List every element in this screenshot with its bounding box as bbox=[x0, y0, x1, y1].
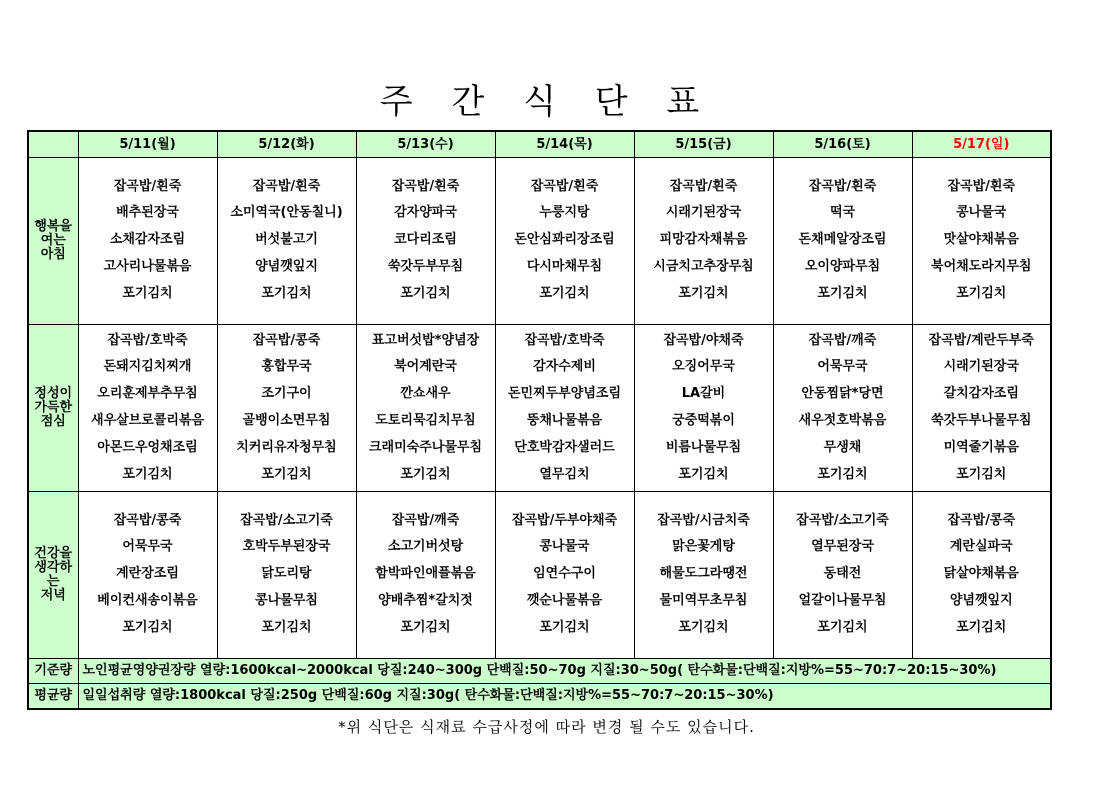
menu-item: 함박파인애플볶음 bbox=[375, 566, 476, 581]
menu-item: 돈안심꽈리장조림 bbox=[514, 232, 615, 247]
corner-cell bbox=[28, 131, 78, 158]
menu-item: 물미역무초무침 bbox=[659, 593, 748, 608]
menu-item: 포기김치 bbox=[678, 286, 729, 301]
menu-item: 포기김치 bbox=[261, 286, 312, 301]
meal-label: 건강을 생각하는 저녁 bbox=[28, 492, 78, 659]
menu-item: 무생채 bbox=[823, 439, 862, 455]
meal-label: 정성이 가득한 점심 bbox=[28, 325, 78, 492]
menu-item: 잡곡밥/흰죽 bbox=[113, 179, 182, 194]
menu-item: 쑥갓두부무침 bbox=[387, 259, 464, 274]
menu-cell bbox=[356, 492, 495, 659]
average-row bbox=[28, 684, 1051, 710]
menu-item: 포기김치 bbox=[817, 620, 868, 635]
day-header: 5/11(월) bbox=[78, 131, 217, 158]
menu-item: LA갈비 bbox=[681, 385, 726, 401]
menu-cell bbox=[634, 492, 773, 659]
menu-item: 안동찜닭*당면 bbox=[801, 385, 884, 401]
menu-item: 닭도리탕 bbox=[261, 566, 312, 581]
menu-item: 미역줄기볶음 bbox=[943, 439, 1019, 455]
standard-row bbox=[28, 659, 1051, 684]
menu-item: 해물도그라땡전 bbox=[659, 566, 748, 581]
menu-item: 잡곡밥/호박죽 bbox=[524, 332, 605, 348]
menu-item: 포기김치 bbox=[817, 466, 868, 482]
menu-item: 포기김치 bbox=[400, 286, 451, 301]
menu-item: 오리훈제부추무침 bbox=[97, 385, 198, 401]
menu-item: 치커리유자청무침 bbox=[236, 439, 337, 455]
menu-cell bbox=[634, 325, 773, 492]
menu-item: 닭살야채볶음 bbox=[943, 566, 1019, 581]
menu-item: 홍합무국 bbox=[261, 358, 312, 374]
average-label: 평균량 bbox=[28, 684, 78, 710]
menu-item: 오징어무국 bbox=[672, 358, 735, 374]
menu-item: 콩나물국 bbox=[539, 539, 590, 554]
menu-item: 떡국 bbox=[829, 205, 856, 220]
menu-cell bbox=[495, 325, 634, 492]
menu-item: 고사리나물볶음 bbox=[103, 259, 192, 274]
menu-item: 잡곡밥/소고기죽 bbox=[240, 513, 333, 528]
day-header: 5/13(수) bbox=[356, 131, 495, 158]
menu-item: 다시마채무침 bbox=[526, 259, 603, 274]
menu-cell bbox=[217, 158, 356, 325]
menu-item: 버섯불고기 bbox=[255, 232, 318, 247]
menu-item: 돈민찌두부양념조림 bbox=[507, 385, 622, 401]
menu-item: 소미역국(안동칠니) bbox=[230, 205, 343, 220]
menu-item: 포기김치 bbox=[122, 286, 173, 301]
menu-item: 피망감자채볶음 bbox=[659, 232, 748, 247]
day-header: 5/14(목) bbox=[495, 131, 634, 158]
menu-item: 열무된장국 bbox=[811, 539, 874, 554]
menu-item: 크래미숙주나물무침 bbox=[368, 439, 483, 455]
menu-cell bbox=[773, 158, 912, 325]
day-header: 5/15(금) bbox=[634, 131, 773, 158]
menu-item: 포기김치 bbox=[956, 620, 1007, 635]
meal-row bbox=[28, 325, 1051, 492]
menu-item: 포기김치 bbox=[956, 466, 1007, 482]
menu-item: 포기김치 bbox=[539, 286, 590, 301]
menu-item: 코다리조림 bbox=[394, 232, 457, 247]
menu-item: 포기김치 bbox=[122, 620, 173, 635]
menu-item: 포기김치 bbox=[122, 466, 173, 482]
menu-item: 잡곡밥/깨죽 bbox=[808, 332, 877, 348]
menu-item: 잡곡밥/흰죽 bbox=[252, 179, 321, 194]
day-header-sunday: 5/17(일) bbox=[912, 131, 1051, 158]
menu-item: 잡곡밥/콩죽 bbox=[947, 513, 1016, 528]
menu-item: 새우살브로콜리볶음 bbox=[90, 412, 205, 428]
menu-item: 포기김치 bbox=[817, 286, 868, 301]
menu-item: 포기김치 bbox=[400, 466, 451, 482]
notice-text: *위 식단은 식재료 수급사정에 따라 변경 될 수도 있습니다. bbox=[338, 718, 755, 736]
menu-cell bbox=[217, 325, 356, 492]
menu-cell bbox=[912, 325, 1051, 492]
menu-item: 잡곡밥/계란두부죽 bbox=[928, 332, 1034, 348]
menu-item: 깻순나물볶음 bbox=[526, 593, 603, 608]
menu-item: 감자수제비 bbox=[533, 358, 596, 374]
menu-item: 잡곡밥/소고기죽 bbox=[796, 513, 889, 528]
menu-item: 호박두부된장국 bbox=[242, 539, 331, 554]
menu-item: 쑥갓두부나물무침 bbox=[931, 412, 1032, 428]
meal-row bbox=[28, 158, 1051, 325]
standard-label: 기준량 bbox=[28, 659, 78, 684]
menu-item: 잡곡밥/콩죽 bbox=[252, 332, 321, 348]
menu-cell bbox=[356, 158, 495, 325]
standard-text: 노인평균영양권장량 열량:1600kcal~2000kcal 당질:240~300g 단백질:50~70g 지질:30~50g( 탄수화물:단백질:지방%=55~70:7~20:15~30%) bbox=[78, 659, 1051, 684]
menu-item: 잡곡밥/두부야채죽 bbox=[511, 513, 618, 528]
menu-item: 양배추찜*갈치젓 bbox=[378, 593, 473, 608]
menu-item: 잡곡밥/흰죽 bbox=[530, 179, 599, 194]
menu-item: 시래기된장국 bbox=[665, 205, 742, 220]
menu-cell bbox=[78, 325, 217, 492]
menu-item: 돈채메알장조림 bbox=[798, 232, 887, 247]
menu-item: 깐쇼새우 bbox=[400, 385, 451, 401]
menu-item: 포기김치 bbox=[261, 620, 312, 635]
menu-cell bbox=[495, 158, 634, 325]
menu-item: 골뱅이소면무침 bbox=[242, 412, 331, 428]
menu-item: 포기김치 bbox=[400, 620, 451, 635]
menu-item: 아몬드우엉채조림 bbox=[97, 439, 198, 455]
menu-item: 잡곡밥/호박죽 bbox=[107, 332, 188, 348]
menu-item: 양념깻잎지 bbox=[255, 259, 318, 274]
menu-cell bbox=[634, 158, 773, 325]
menu-cell bbox=[773, 325, 912, 492]
meal-label: 행복을 여는 아침 bbox=[28, 158, 78, 325]
menu-item: 새우젓호박볶음 bbox=[798, 412, 887, 428]
menu-item: 북어계란국 bbox=[394, 358, 457, 374]
menu-cell bbox=[495, 492, 634, 659]
day-header-row bbox=[28, 131, 1051, 158]
menu-cell bbox=[217, 492, 356, 659]
weekly-menu-table bbox=[27, 130, 1052, 710]
menu-item: 북어채도라지무침 bbox=[931, 259, 1032, 274]
menu-item: 포기김치 bbox=[539, 620, 590, 635]
menu-item: 돈돼지김치찌개 bbox=[103, 358, 192, 374]
day-header: 5/16(토) bbox=[773, 131, 912, 158]
menu-item: 잡곡밥/흰죽 bbox=[947, 179, 1016, 194]
menu-item: 도토리묵김치무침 bbox=[375, 412, 476, 428]
menu-item: 갈치감자조림 bbox=[943, 385, 1019, 401]
menu-item: 잡곡밥/콩죽 bbox=[113, 513, 182, 528]
menu-item: 단호박감자샐러드 bbox=[514, 439, 615, 455]
average-text: 일일섭취량 열량:1800kcal 당질:250g 단백질:60g 지질:30g( 탄수화물:단백질:지방%=55~70:7~20:15~30%) bbox=[78, 684, 1051, 710]
menu-item: 어묵무국 bbox=[817, 358, 868, 374]
menu-item: 감자양파국 bbox=[394, 205, 457, 220]
menu-cell bbox=[912, 492, 1051, 659]
menu-item: 잡곡밥/흰죽 bbox=[391, 179, 460, 194]
menu-cell bbox=[78, 492, 217, 659]
menu-item: 시금치고추장무침 bbox=[653, 259, 754, 274]
menu-item: 맑은꽃게탕 bbox=[672, 539, 735, 554]
menu-item: 잡곡밥/깨죽 bbox=[391, 513, 460, 528]
menu-item: 표고버섯밥*양념장 bbox=[371, 332, 480, 348]
menu-item: 임연수구이 bbox=[533, 566, 596, 581]
menu-item: 포기김치 bbox=[678, 466, 729, 482]
menu-item: 궁중떡볶이 bbox=[672, 412, 735, 428]
menu-item: 동태전 bbox=[823, 566, 862, 581]
meal-row bbox=[28, 492, 1051, 659]
menu-cell bbox=[356, 325, 495, 492]
menu-item: 콩나물국 bbox=[956, 205, 1007, 220]
menu-item: 베이컨새송이볶음 bbox=[97, 593, 198, 608]
menu-cell bbox=[912, 158, 1051, 325]
menu-item: 비름나물무침 bbox=[665, 439, 742, 455]
menu-item: 뚱채나물볶음 bbox=[526, 412, 603, 428]
menu-cell bbox=[78, 158, 217, 325]
menu-item: 잡곡밥/시금치죽 bbox=[657, 513, 750, 528]
menu-item: 잡곡밥/흰죽 bbox=[669, 179, 738, 194]
menu-item: 얼갈이나물무침 bbox=[798, 593, 887, 608]
menu-item: 소고기버섯탕 bbox=[387, 539, 464, 554]
menu-item: 어묵무국 bbox=[122, 539, 173, 554]
menu-item: 계란장조림 bbox=[116, 566, 179, 581]
menu-item: 오이양파무침 bbox=[804, 259, 881, 274]
menu-item: 배추된장국 bbox=[116, 205, 179, 220]
menu-item: 포기김치 bbox=[261, 466, 312, 482]
menu-cell bbox=[773, 492, 912, 659]
menu-item: 양념깻잎지 bbox=[949, 593, 1013, 608]
day-header: 5/12(화) bbox=[217, 131, 356, 158]
menu-item: 맛살야채볶음 bbox=[943, 232, 1019, 247]
menu-item: 조기구이 bbox=[261, 385, 312, 401]
menu-item: 잡곡밥/야채죽 bbox=[663, 332, 744, 348]
menu-item: 누룽지탕 bbox=[539, 205, 590, 220]
page-title: 주 간 식 단 표 bbox=[379, 82, 714, 122]
menu-item: 잡곡밥/흰죽 bbox=[808, 179, 877, 194]
menu-item: 시래기된장국 bbox=[943, 358, 1019, 374]
menu-item: 계란실파국 bbox=[949, 539, 1013, 554]
menu-item: 포기김치 bbox=[678, 620, 729, 635]
menu-item: 열무김치 bbox=[539, 466, 590, 482]
menu-item: 소채감자조림 bbox=[109, 232, 186, 247]
menu-item: 콩나물무침 bbox=[255, 593, 318, 608]
menu-item: 포기김치 bbox=[956, 286, 1007, 301]
